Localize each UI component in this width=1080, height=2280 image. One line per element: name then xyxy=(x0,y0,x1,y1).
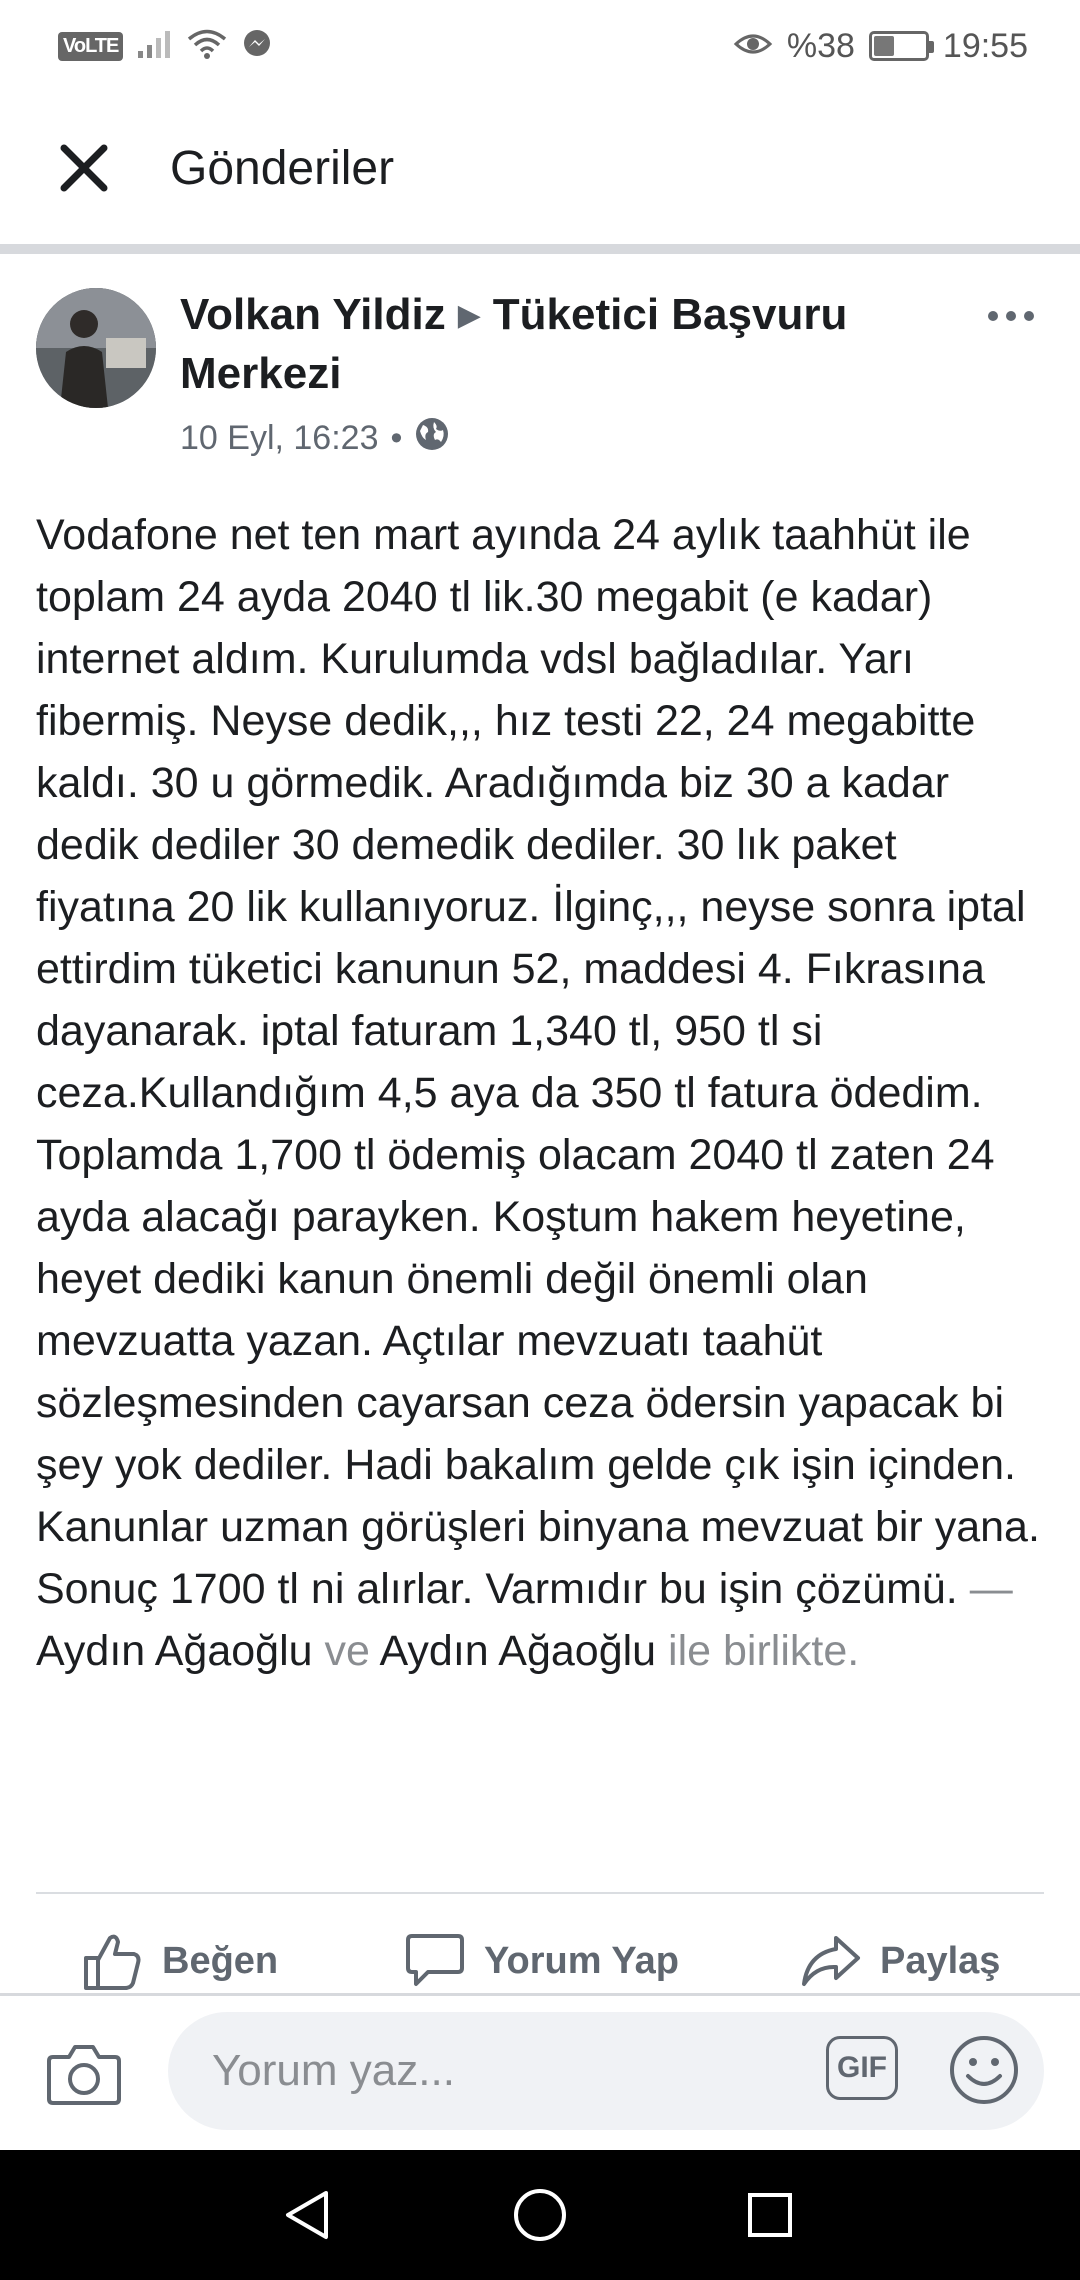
status-bar-left xyxy=(58,28,273,65)
post-body-text: Vodafone net ten mart ayında 24 aylık taahhüt ile toplam 24 ayda 2040 tl lik.30 megabit (e kadar) internet aldım. Kurulumda vdsl bağladılar. Yarı fibermiş. Neyse dedik,,, hız testi 22, 24 megabitte kaldı. 30 u görmedik. Aradığımda biz 30 a kadar dedik dediler 30 demedik dediler. 30 lık paket fiyatına 20 lik kullanıyoruz. İlginç,,, neyse sonra iptal ettirdim tüketici kanunun 52, maddesi 4. Fıkrasına dayanarak. iptal faturam 1,340 tl, 950 tl si ceza.Kullandığım 4,5 aya da 350 tl fatura ödedim. Toplamda 1,700 tl ödemiş olacam 2040 tl zaten 24 ayda alacağı parayken. Koştum hakem heyetine, heyet dediki kanun önemli değil önemli olan mevzuatta yazan. Açtılar mevzuatı taahüt sözleşmesinden cayarsan ceza ödersin yapacak bi şey yok dediler. Hadi bakalım gelde çık işin içinden. Kanunlar uzman görüşleri binyana mevzuat bir yana. Sonuç 1700 tl ni alırlar. Varmıdır bu işin çözümü. xyxy=(36,511,1040,1613)
share-label: Paylaş xyxy=(880,1939,1001,1982)
nav-back-button[interactable] xyxy=(278,2185,338,2245)
post-header xyxy=(36,282,1046,472)
clock: 19:55 xyxy=(942,26,1028,65)
more-dot-icon xyxy=(1006,311,1016,321)
comment-bubble-icon xyxy=(404,1930,466,1992)
like-label: Beğen xyxy=(162,1939,279,1982)
tag-dash: — xyxy=(969,1565,1013,1613)
page-header xyxy=(0,92,1080,244)
tag-and: ve xyxy=(324,1627,370,1675)
target-page-name[interactable]: Tüketici Başvuru Merkezi xyxy=(180,290,848,398)
recents-square-icon xyxy=(742,2187,798,2243)
author-line xyxy=(180,286,940,403)
post-meta xyxy=(180,416,450,461)
post-text xyxy=(36,504,1046,1682)
battery-icon xyxy=(869,31,929,61)
author-name[interactable]: Volkan Yildiz xyxy=(180,290,446,339)
globe-icon xyxy=(414,416,450,461)
battery-fill xyxy=(874,36,895,56)
status-bar xyxy=(0,0,1080,92)
author-avatar[interactable] xyxy=(36,288,156,408)
signal-icon xyxy=(137,29,173,64)
volte-badge: VoLTE xyxy=(58,32,123,61)
comment-bar xyxy=(0,1996,1080,2148)
more-dot-icon xyxy=(1024,311,1034,321)
wifi-icon xyxy=(187,28,227,65)
system-nav-bar xyxy=(0,2150,1080,2280)
close-button[interactable] xyxy=(44,128,124,208)
tagged-person-1[interactable]: Aydın Ağaoğlu xyxy=(36,1627,313,1675)
more-dot-icon xyxy=(988,311,998,321)
actions-divider xyxy=(36,1892,1044,1894)
page-title: Gönderiler xyxy=(170,141,395,195)
header-divider xyxy=(0,244,1080,254)
tag-suffix: ile birlikte. xyxy=(668,1627,860,1675)
emoji-button[interactable] xyxy=(948,2034,1020,2106)
tagged-person-2[interactable]: Aydın Ağaoğlu xyxy=(379,1627,657,1675)
post-timestamp[interactable]: 10 Eyl, 16:23 xyxy=(180,419,379,457)
share-arrow-icon xyxy=(800,1930,862,1992)
nav-recents-button[interactable] xyxy=(740,2185,800,2245)
comment-input[interactable] xyxy=(168,2012,1044,2130)
back-triangle-icon xyxy=(280,2187,336,2243)
more-options-button[interactable] xyxy=(976,296,1046,336)
gif-button[interactable]: GIF xyxy=(826,2036,898,2100)
close-icon xyxy=(58,142,110,194)
camera-icon xyxy=(47,2041,121,2107)
battery-percent: %38 xyxy=(786,26,855,65)
meta-separator: • xyxy=(390,419,403,457)
like-button[interactable] xyxy=(82,1930,278,1992)
thumbs-up-icon xyxy=(82,1930,144,1992)
comment-label: Yorum Yap xyxy=(484,1939,679,1982)
nav-home-button[interactable] xyxy=(510,2185,570,2245)
messenger-icon xyxy=(241,28,273,65)
home-circle-icon xyxy=(512,2187,568,2243)
post-actions xyxy=(0,1920,1080,2002)
smiley-icon xyxy=(948,2034,1020,2106)
camera-button[interactable] xyxy=(44,2034,124,2114)
status-bar-right xyxy=(733,27,1028,66)
eye-comfort-icon xyxy=(733,30,773,63)
triangle-right-icon: ▶ xyxy=(457,299,481,332)
comment-button[interactable] xyxy=(404,1930,679,1992)
share-button[interactable] xyxy=(800,1930,1000,1992)
